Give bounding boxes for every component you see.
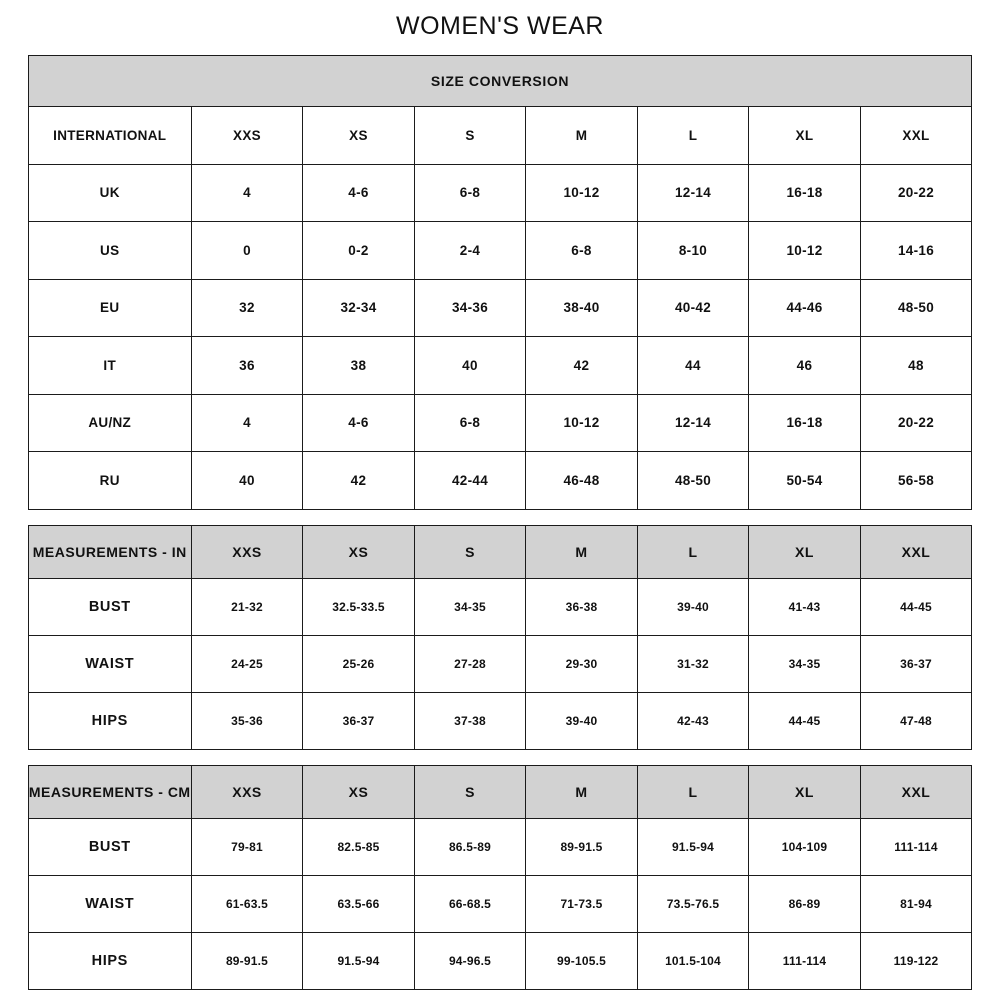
- cell-value: 16-18: [749, 164, 861, 222]
- cell-value: 91.5-94: [303, 932, 415, 989]
- column-header-xs: XS: [303, 525, 415, 578]
- cell-value: 50-54: [749, 452, 861, 510]
- row-label: EU: [28, 279, 191, 337]
- cell-value: 0: [191, 222, 303, 280]
- column-header-l: L: [637, 525, 749, 578]
- cell-value: 94-96.5: [414, 932, 526, 989]
- cell-value: 101.5-104: [637, 932, 749, 989]
- measurements-cm-table: [28, 765, 973, 990]
- table-row: [28, 692, 972, 749]
- cell-value: 81-94: [860, 875, 972, 932]
- cell-value: 12-14: [637, 164, 749, 222]
- cell-value: 35-36: [191, 692, 303, 749]
- column-header-xl: XL: [749, 107, 861, 165]
- cell-value: 10-12: [526, 394, 638, 452]
- cell-value: 0-2: [303, 222, 415, 280]
- column-header-xxl: XXL: [860, 765, 972, 818]
- cell-value: 25-26: [303, 635, 415, 692]
- cell-value: 6-8: [414, 394, 526, 452]
- cell-value: 42: [526, 337, 638, 395]
- table-row: [28, 279, 972, 337]
- cell-value: 4-6: [303, 164, 415, 222]
- column-header-m: M: [526, 107, 638, 165]
- column-header-xxs: XXS: [191, 525, 303, 578]
- cell-value: 8-10: [637, 222, 749, 280]
- row-label: HIPS: [28, 692, 191, 749]
- column-header-xs: XS: [303, 765, 415, 818]
- size-conversion-table: [28, 55, 973, 510]
- cell-value: 21-32: [191, 578, 303, 635]
- cell-value: 31-32: [637, 635, 749, 692]
- table-row: [28, 337, 972, 395]
- row-label: UK: [28, 164, 191, 222]
- cell-value: 34-35: [749, 635, 861, 692]
- cell-value: 36: [191, 337, 303, 395]
- column-header-measurements-cm: MEASUREMENTS - CM: [28, 765, 191, 818]
- cell-value: 111-114: [749, 932, 861, 989]
- cell-value: 12-14: [637, 394, 749, 452]
- cell-value: 2-4: [414, 222, 526, 280]
- cell-value: 119-122: [860, 932, 972, 989]
- cell-value: 39-40: [526, 692, 638, 749]
- cell-value: 36-37: [860, 635, 972, 692]
- row-label: IT: [28, 337, 191, 395]
- column-header-international: INTERNATIONAL: [28, 107, 191, 165]
- table-row: [28, 818, 972, 875]
- table-row: [28, 635, 972, 692]
- cell-value: 89-91.5: [526, 818, 638, 875]
- row-label: WAIST: [28, 875, 191, 932]
- cell-value: 91.5-94: [637, 818, 749, 875]
- cell-value: 27-28: [414, 635, 526, 692]
- cell-value: 16-18: [749, 394, 861, 452]
- cell-value: 10-12: [526, 164, 638, 222]
- cell-value: 66-68.5: [414, 875, 526, 932]
- cell-value: 71-73.5: [526, 875, 638, 932]
- column-header-xxl: XXL: [860, 107, 972, 165]
- column-header-measurements-in: MEASUREMENTS - IN: [28, 525, 191, 578]
- page-title: WOMEN'S WEAR: [396, 12, 604, 40]
- cell-value: 38: [303, 337, 415, 395]
- cell-value: 44-45: [860, 578, 972, 635]
- cell-value: 38-40: [526, 279, 638, 337]
- cell-value: 111-114: [860, 818, 972, 875]
- cell-value: 6-8: [414, 164, 526, 222]
- row-label: AU/NZ: [28, 394, 191, 452]
- cell-value: 37-38: [414, 692, 526, 749]
- cell-value: 32.5-33.5: [303, 578, 415, 635]
- column-header-xxs: XXS: [191, 107, 303, 165]
- table-row: [28, 875, 972, 932]
- cell-value: 47-48: [860, 692, 972, 749]
- table-row: [28, 578, 972, 635]
- cell-value: 48: [860, 337, 972, 395]
- cell-value: 6-8: [526, 222, 638, 280]
- cell-value: 29-30: [526, 635, 638, 692]
- cell-value: 4: [191, 164, 303, 222]
- cell-value: 42-44: [414, 452, 526, 510]
- cell-value: 89-91.5: [191, 932, 303, 989]
- cell-value: 48-50: [637, 452, 749, 510]
- cell-value: 46: [749, 337, 861, 395]
- column-header-m: M: [526, 525, 638, 578]
- column-header-xs: XS: [303, 107, 415, 165]
- column-header-xl: XL: [749, 765, 861, 818]
- table-header-row: [28, 107, 972, 165]
- column-header-xxl: XXL: [860, 525, 972, 578]
- cell-value: 82.5-85: [303, 818, 415, 875]
- cell-value: 34-36: [414, 279, 526, 337]
- cell-value: 73.5-76.5: [637, 875, 749, 932]
- cell-value: 40: [414, 337, 526, 395]
- cell-value: 20-22: [860, 164, 972, 222]
- cell-value: 20-22: [860, 394, 972, 452]
- cell-value: 61-63.5: [191, 875, 303, 932]
- column-header-xl: XL: [749, 525, 861, 578]
- cell-value: 41-43: [749, 578, 861, 635]
- table-row: [28, 164, 972, 222]
- column-header-s: S: [414, 107, 526, 165]
- cell-value: 48-50: [860, 279, 972, 337]
- cell-value: 44-45: [749, 692, 861, 749]
- cell-value: 4: [191, 394, 303, 452]
- row-label: WAIST: [28, 635, 191, 692]
- table-row: [28, 452, 972, 510]
- cell-value: 86.5-89: [414, 818, 526, 875]
- cell-value: 99-105.5: [526, 932, 638, 989]
- cell-value: 14-16: [860, 222, 972, 280]
- column-header-l: L: [637, 765, 749, 818]
- cell-value: 36-37: [303, 692, 415, 749]
- cell-value: 104-109: [749, 818, 861, 875]
- cell-value: 10-12: [749, 222, 861, 280]
- table-row: [28, 56, 972, 107]
- cell-value: 42-43: [637, 692, 749, 749]
- table-header-row: [28, 765, 972, 818]
- cell-value: 86-89: [749, 875, 861, 932]
- column-header-s: S: [414, 525, 526, 578]
- row-label: BUST: [28, 818, 191, 875]
- cell-value: 63.5-66: [303, 875, 415, 932]
- column-header-s: S: [414, 765, 526, 818]
- cell-value: 79-81: [191, 818, 303, 875]
- column-header-xxs: XXS: [191, 765, 303, 818]
- cell-value: 39-40: [637, 578, 749, 635]
- cell-value: 40: [191, 452, 303, 510]
- cell-value: 24-25: [191, 635, 303, 692]
- size-conversion-banner: SIZE CONVERSION: [28, 56, 972, 107]
- column-header-m: M: [526, 765, 638, 818]
- cell-value: 42: [303, 452, 415, 510]
- cell-value: 32: [191, 279, 303, 337]
- row-label: BUST: [28, 578, 191, 635]
- table-row: [28, 932, 972, 989]
- cell-value: 32-34: [303, 279, 415, 337]
- column-header-l: L: [637, 107, 749, 165]
- cell-value: 44: [637, 337, 749, 395]
- row-label: US: [28, 222, 191, 280]
- row-label: RU: [28, 452, 191, 510]
- table-row: [28, 394, 972, 452]
- table-header-row: [28, 525, 972, 578]
- cell-value: 36-38: [526, 578, 638, 635]
- cell-value: 4-6: [303, 394, 415, 452]
- cell-value: 44-46: [749, 279, 861, 337]
- table-row: [28, 222, 972, 280]
- measurements-inches-table: [28, 525, 973, 750]
- cell-value: 46-48: [526, 452, 638, 510]
- row-label: HIPS: [28, 932, 191, 989]
- cell-value: 34-35: [414, 578, 526, 635]
- cell-value: 40-42: [637, 279, 749, 337]
- cell-value: 56-58: [860, 452, 972, 510]
